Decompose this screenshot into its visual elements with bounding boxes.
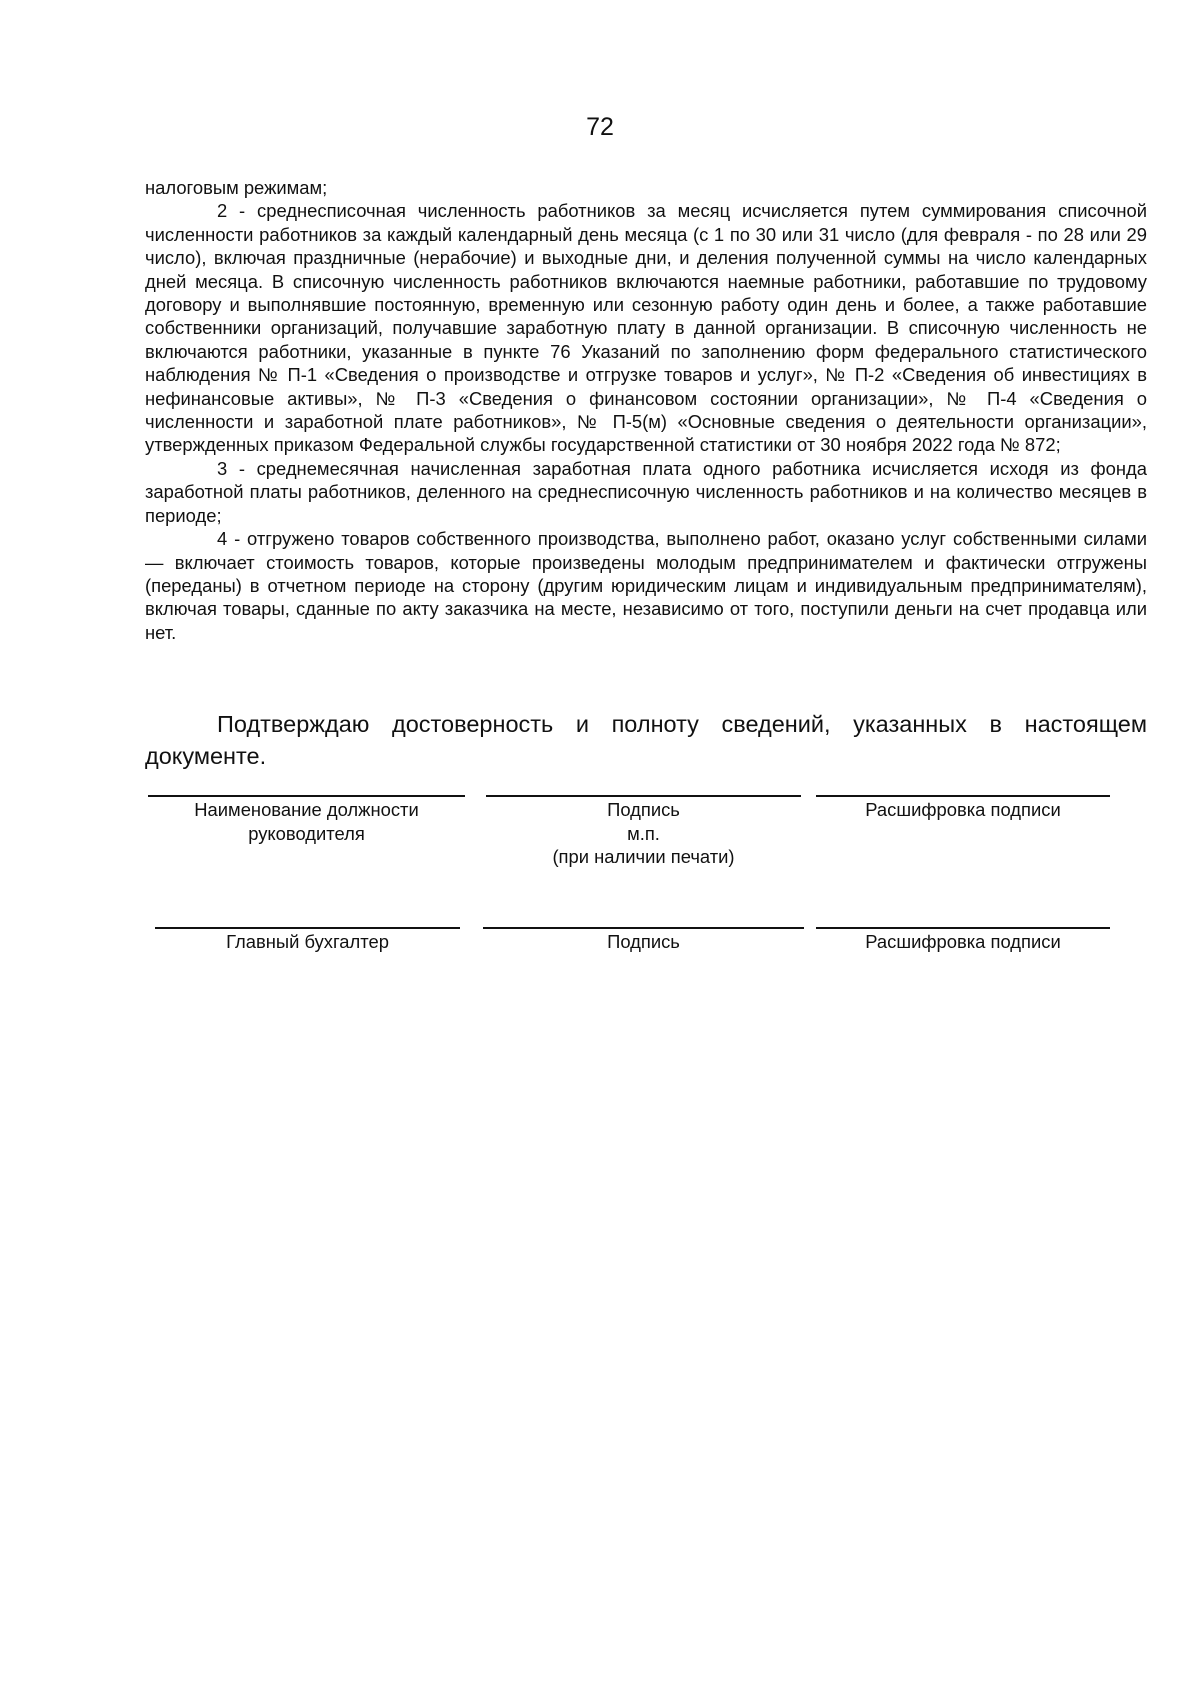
director-position-line [148, 795, 465, 797]
director-position-caption-line2: руководителя [248, 822, 365, 844]
accountant-position-line [155, 927, 460, 929]
accountant-position-caption: Главный бухгалтер [226, 931, 389, 952]
paragraph-tax-regimes: налоговым режимам; [145, 177, 328, 198]
footnote-3-average-salary: 3 - среднемесячная начисленная заработная плата одного работника исчисляется исходя из фонда заработной платы работников, деленного на среднесписочную численность работников и на количество месяцев в периоде; [145, 457, 1147, 526]
accountant-signature-caption: Подпись [607, 931, 680, 952]
director-position-caption [148, 798, 465, 845]
director-stamp-caption: м.п. [627, 822, 660, 844]
document-body [145, 176, 1147, 644]
director-transcript-line [816, 795, 1110, 797]
director-signature-line [486, 795, 801, 797]
accountant-signature-line [483, 927, 804, 929]
footnote-2-average-headcount: 2 - среднесписочная численность работников за месяц исчисляется путем суммирования списочной численности работников за каждый календарный день месяца (с 1 по 30 или 31 число (для февраля - по 28 или 29 число), включая праздничные (нерабочие) и выходные дни, и деления полученной суммы на число календарных дней месяца. В списочную численность работников включаются наемные работники, работавшие по трудовому договору и выполнявшие постоянную, временную или сезонную работу один день и более, а также работавшие собственники организаций, получавшие заработную плату в данной организации. В списочную численность не включаются работники, указанные в пункте 76 Указаний по заполнению форм федерального статистического наблюдения № П-1 «Сведения о производстве и отгрузке товаров и услуг», № П-2 «Сведения об инвестициях в нефинансовые активы», № П-3 «Сведения о финансовом состоянии организации», № П-4 «Сведения о численности и заработной плате работников», № П-5(м) «Основные сведения о деятельности организации», утвержденных приказом Федеральной службы государственной статистики от 30 ноября 2022 года № 872; [145, 200, 1147, 456]
footnote-4-shipped-goods: 4 - отгружено товаров собственного производства, выполнено работ, оказано услуг собственными силами — включает стоимость товаров, которые произведены молодым предпринимателем и фактически отгружены (переданы) в отчетном периоде на сторону (другим юридическим лицам и индивидуальным предпринимателям), включая товары, сданные по акту заказчика на месте, независимо от того, поступили деньги на счет продавца или нет. [145, 528, 1147, 643]
accountant-transcript-caption: Расшифровка подписи [865, 931, 1061, 952]
director-transcript-caption: Расшифровка подписи [865, 799, 1061, 820]
page-number: 72 [586, 113, 614, 141]
director-stamp-note: (при наличии печати) [552, 846, 735, 867]
director-position-caption-line1: Наименование должности [194, 799, 419, 820]
director-signature-caption [486, 798, 801, 869]
accountant-transcript-line [816, 927, 1110, 929]
director-signature-caption-line1: Подпись [607, 799, 680, 820]
confirmation-statement: Подтверждаю достоверность и полноту сведений, указанных в настоящем документе. [145, 711, 1147, 769]
